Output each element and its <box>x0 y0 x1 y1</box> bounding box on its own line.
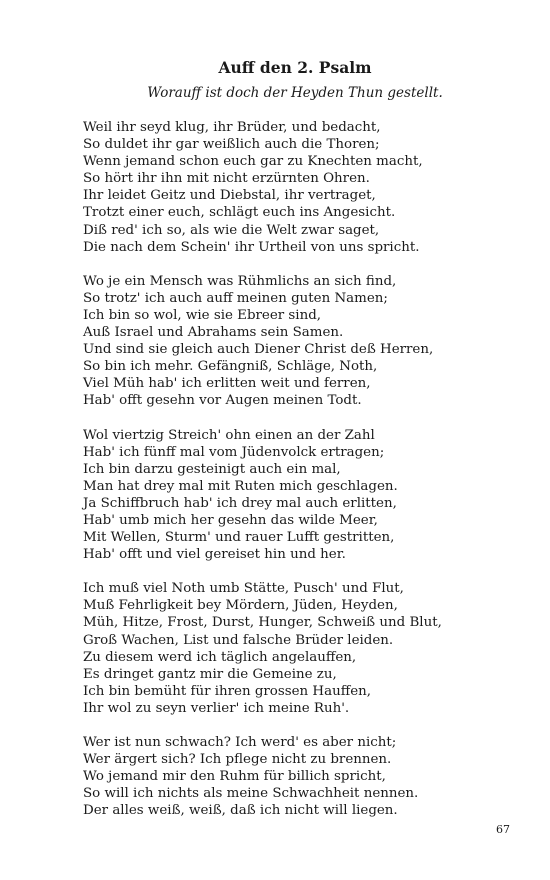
poem-title: Auff den 2. Psalm <box>218 58 372 77</box>
verse-line: Viel Müh hab' ich erlitten weit und ferren, <box>83 376 371 392</box>
verse-line: Hab' offt gesehn vor Augen meinen Todt. <box>83 393 362 409</box>
verse-line: Muß Fehrligkeit bey Mördern, Jüden, Heyden, <box>83 598 398 614</box>
stanza <box>83 580 523 717</box>
verse-line: Hab' umb mich her gesehn das wilde Meer, <box>83 512 378 528</box>
verse-line: Trotzt einer euch, schlägt euch ins Angesicht. <box>83 205 396 221</box>
stanza <box>83 734 523 819</box>
verse-line: So hört ihr ihn mit nicht erzürnten Ohren. <box>83 171 370 187</box>
verse-line: Die nach dem Schein' ihr Urtheil von uns spricht. <box>83 239 420 255</box>
verse-line: Ja Schiffbruch hab' ich drey mal auch erlitten, <box>83 495 397 511</box>
poem-epigraph: Worauff ist doch der Heyden Thun gestellt. <box>147 85 443 101</box>
verse-line: Wol viertzig Streich' ohn einen an der Zahl <box>83 427 375 443</box>
verse-line: Wo jemand mir den Ruhm für billich spricht, <box>83 769 386 785</box>
verse-line: Wer ist nun schwach? Ich werd' es aber nicht; <box>83 735 397 750</box>
verse-line: Wenn jemand schon euch gar zu Knechten macht, <box>83 154 423 170</box>
verse-line: Ich bin darzu gesteinigt auch ein mal, <box>83 461 341 477</box>
verse-line: Und sind sie gleich auch Diener Christ deß Herren, <box>83 342 434 358</box>
verse-line: Ich muß viel Noth umb Stätte, Pusch' und Flut, <box>83 581 404 597</box>
stanza <box>83 119 523 256</box>
verse-line: Ich bin bemüht für ihren grossen Hauffen, <box>83 683 372 699</box>
poem-body <box>83 119 523 836</box>
verse-line: Man hat drey mal mit Ruten mich geschlagen. <box>83 478 398 494</box>
verse-line: Hab' ich fünff mal vom Jüdenvolck ertragen; <box>83 444 385 460</box>
verse-line: So will ich nichts als meine Schwachheit nennen. <box>83 786 419 802</box>
stanza <box>83 427 523 564</box>
verse-line: Auß Israel und Abrahams sein Samen. <box>83 325 344 341</box>
verse-line: Der alles weiß, weiß, daß ich nicht will liegen. <box>83 803 398 819</box>
verse-line: Ich bin so wol, wie sie Ebreer sind, <box>83 307 322 323</box>
verse-line: So trotz' ich auch auff meinen guten Namen; <box>83 290 388 306</box>
verse-line: Wer ärgert sich? Ich pflege nicht zu brennen. <box>83 752 392 768</box>
page-number: 67 <box>496 823 510 836</box>
verse-line: Zu diesem werd ich täglich angelauffen, <box>83 649 357 665</box>
verse-line: Mit Wellen, Sturm' und rauer Lufft gestritten, <box>83 530 395 546</box>
verse-line: Ihr wol zu seyn verlier' ich meine Ruh'. <box>83 700 350 716</box>
verse-line: So bin ich mehr. Gefängniß, Schläge, Noth, <box>83 359 378 375</box>
verse-line: Wo je ein Mensch was Rühmlichs an sich find, <box>83 273 397 289</box>
verse-line: Weil ihr seyd klug, ihr Brüder, und bedacht, <box>83 120 381 135</box>
verse-line: Diß red' ich so, als wie die Welt zwar saget, <box>83 222 380 238</box>
verse-line: Es dringet gantz mir die Gemeine zu, <box>83 666 337 682</box>
verse-line: Hab' offt und viel gereiset hin und her. <box>83 547 346 563</box>
verse-line: Groß Wachen, List und falsche Brüder leiden. <box>83 632 394 648</box>
verse-line: Ihr leidet Geitz und Diebstal, ihr vertraget, <box>83 188 376 204</box>
verse-line: Müh, Hitze, Frost, Durst, Hunger, Schweiß und Blut, <box>83 615 442 631</box>
stanza <box>83 273 523 410</box>
verse-line: So duldet ihr gar weißlich auch die Thoren; <box>83 137 380 153</box>
